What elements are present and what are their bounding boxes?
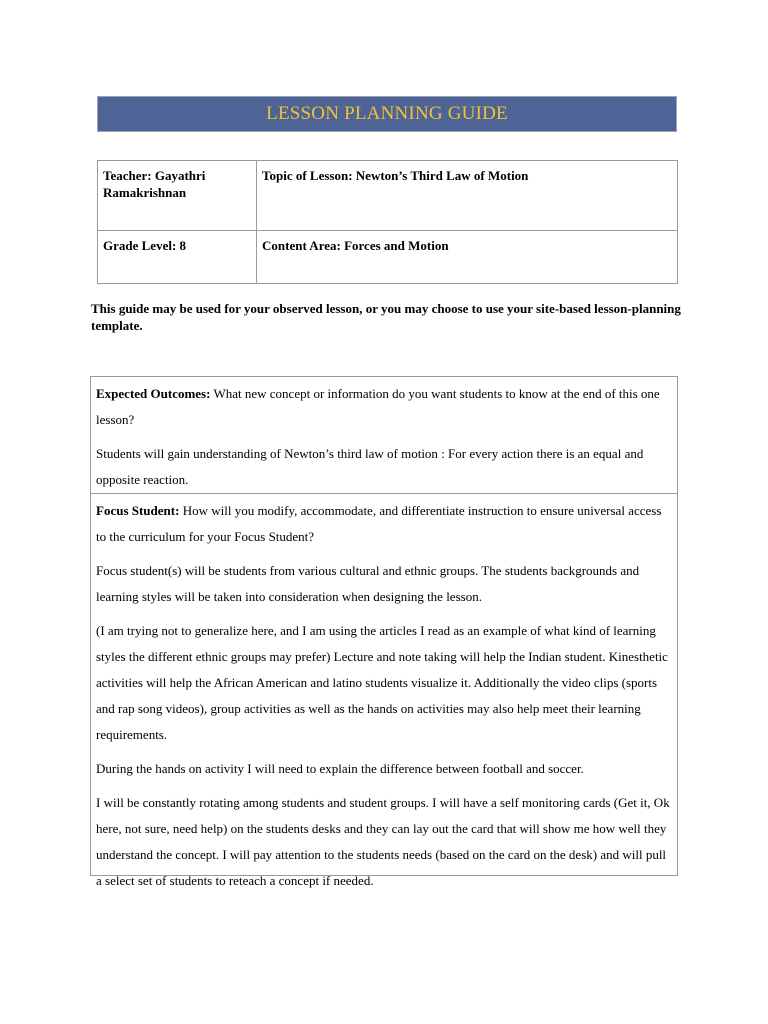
grade-level-cell: Grade Level: 8	[98, 231, 257, 284]
focus-student-prompt	[96, 498, 672, 550]
content-area-cell: Content Area: Forces and Motion	[257, 231, 678, 284]
expected-outcomes-answer: Students will gain understanding of Newton’s third law of motion : For every action there is an equal and opposite reaction.	[96, 446, 644, 487]
page-title-bar	[97, 96, 677, 132]
expected-outcomes-label: Expected Outcomes:	[96, 386, 211, 401]
focus-student-paragraph: Focus student(s) will be students from various cultural and ethnic groups. The students backgrounds and learning styles will be taken into consideration when designing the lesson.	[96, 563, 640, 604]
focus-student-question: How will you modify, accommodate, and differentiate instruction to ensure universal access to the curriculum for your Focus Student?	[96, 503, 662, 544]
focus-student-paragraph: (I am trying not to generalize here, and I am using the articles I read as an example of what kind of learning styles the different ethnic groups may prefer) Lecture and note taking will help the Indian student. Kinesthetic activities will help the African American and latino students visualize it. Additionally the video clips (sports and rap song videos), group activities as well as the hands on activities may also help meet their learning requirements.	[96, 623, 668, 742]
table-row	[98, 231, 678, 284]
topic-cell: Topic of Lesson: Newton’s Third Law of Motion	[257, 161, 678, 231]
expected-outcomes-prompt	[96, 381, 672, 433]
focus-student-label: Focus Student:	[96, 503, 180, 518]
expected-outcomes-question: What new concept or information do you want students to know at the end of this one lesson?	[96, 386, 660, 427]
table-row	[98, 161, 678, 231]
page-title: LESSON PLANNING GUIDE	[266, 103, 508, 124]
guide-note: This guide may be used for your observed lesson, or you may choose to use your site-based lesson-planning template.	[91, 301, 681, 333]
expected-outcomes-section	[91, 377, 677, 493]
lesson-info-table	[97, 160, 678, 284]
teacher-cell: Teacher: Gayathri Ramakrishnan	[98, 161, 257, 231]
focus-student-section	[91, 493, 677, 894]
focus-student-paragraph: I will be constantly rotating among students and student groups. I will have a self monitoring cards (Get it, Ok here, not sure, need help) on the students desks and they can lay out the card that will show me how well they understand the concept. I will pay attention to the students needs (based on the card on the desk) and will pull a select set of students to reteach a concept if needed.	[96, 795, 670, 888]
focus-student-paragraph: During the hands on activity I will need to explain the difference between football and soccer.	[96, 761, 584, 776]
lesson-plan-box	[90, 376, 678, 888]
